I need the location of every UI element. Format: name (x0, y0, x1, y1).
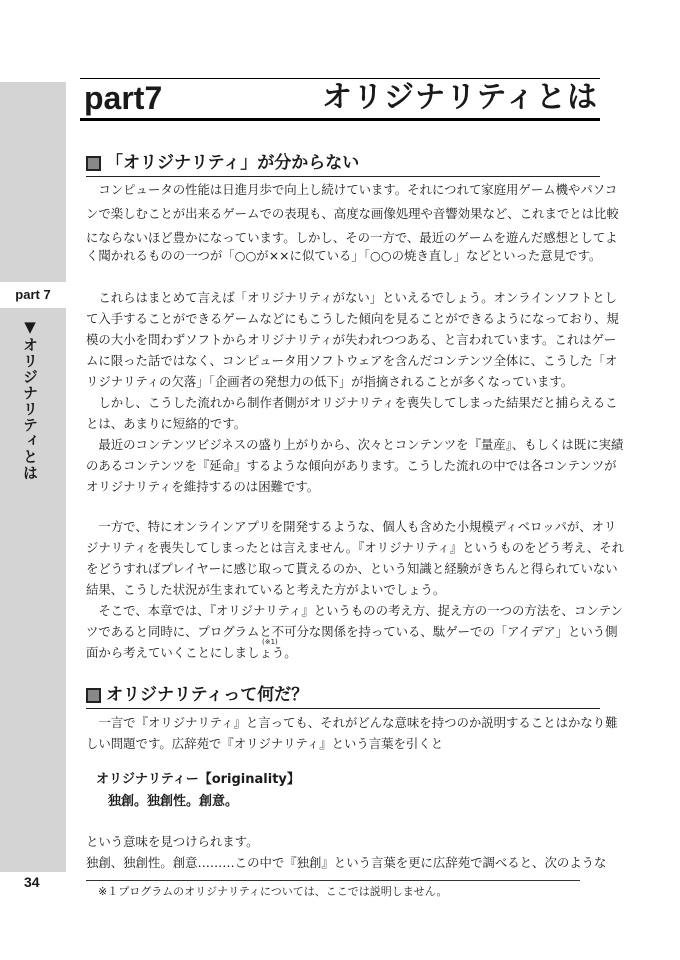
footnote: ※１プログラムのオリジナリティについては、ここでは説明しません。 (98, 885, 448, 898)
sidebar-part-label: part 7 (0, 282, 66, 308)
body-line: ンで楽しむことが出来るゲームでの表現も、高度な画像処理や音響効果など、これまでとは比較 (86, 206, 619, 221)
body-line: 面から考えていくことにしましょう。 (86, 645, 297, 660)
body-line: これらはまとめて言えば「オリジナリティがない」といえるでしょう。オンラインソフトとし (86, 290, 618, 305)
body-line: 模の大小を問わずソフトからオリジナリティが失われつつある、と言われています。これはゲー (86, 332, 617, 347)
section-heading-text: 「オリジナリティ」が分からない (106, 153, 360, 173)
body-line: 独創、独創性。創意………この中で『独創』という言葉を更に広辞苑で調べると、次のような (86, 855, 607, 870)
body-line: て入手することができるゲームなどにもこうした傾向を見ることができるようになっており、規 (86, 311, 619, 326)
body-line: しかし、こうした流れから制作者側がオリジナリティを喪失してしまった結果だと捕らえるこ (86, 395, 618, 410)
footnote-rule (86, 880, 580, 881)
square-bullet-icon (86, 156, 101, 171)
body-line: 結果、こうした状況が生まれていると考えた方がよいでしょう。 (86, 582, 446, 597)
section-heading (86, 152, 600, 177)
definition-term: オリジナリティー【originality】 (96, 772, 300, 787)
body-line: しい問題です。広辞苑で『オリジナリティ』という言葉を引くと (86, 736, 444, 751)
body-line: 一方で、特にオンラインアプリを開発するような、個人も含めた小規模ディベロッパが、オリ (86, 519, 617, 534)
body-line: ムに限った話ではなく、コンピュータ用ソフトウェアを含んだコンテンツ全体に、こうした「オ (86, 353, 618, 368)
body-line: のあるコンテンツを『延命』するような傾向があります。こうした流れの中では各コンテンツが (86, 458, 617, 473)
body-line: にならないほど豊かになっています。しかし、その一方で、最近のゲームを遊んだ感想としてよ (86, 230, 618, 245)
body-line: く聞かれるものの一つが「○○が××に似ている」「○○の焼き直し」などといった意見です。 (86, 248, 602, 263)
body-line: そこで、本章では、『オリジナリティ』というものの考え方、捉え方の一つの方法を、コンテン (86, 603, 623, 618)
body-line: という意味を見つけられます。 (86, 834, 259, 849)
definition-body: 独創。独創性。創意。 (108, 794, 239, 809)
footnote-marker: (※1) (262, 638, 278, 646)
header-rule-bottom (80, 118, 600, 121)
square-bullet-icon (86, 688, 101, 703)
body-line: をどうすればプレイヤーに感じ取って貰えるのか、という知識と経験がきちんと得られていない (86, 561, 618, 576)
body-line: 最近のコンテンツビジネスの盛り上がりから、次々とコンテンツを『量産』、もしくは既に実績 (86, 437, 624, 452)
body-line: とは、あまりに短絡的です。 (86, 416, 247, 431)
sidebar-chapter-title: ▼オリジナリティとは (21, 318, 39, 481)
section-heading (86, 684, 600, 709)
chapter-title: オリジナリティとは (322, 80, 598, 115)
body-line: コンピュータの性能は日進月歩で向上し続けています。それにつれて家庭用ゲーム機やパソコ (86, 182, 618, 197)
body-line: ジナリティを喪失してしまったとは言えません。『オリジナリティ』というものをどう考え、それ (86, 540, 624, 555)
body-line: オリジナリティを維持するのは困難です。 (86, 479, 320, 494)
body-line: 一言で『オリジナリティ』と言っても、それがどんな意味を持つのか説明することはかなり難 (86, 715, 618, 730)
body-line: ツであると同時に、プログラムと不可分な関係を持っている、駄ゲーでの「アイデア」という側 (86, 624, 618, 639)
chapter-label: part7 (84, 80, 163, 116)
section-heading-text: オリジナリティって何だ？ (106, 685, 309, 705)
body-line: リジナリティの欠落」「企画者の発想力の低下」が指摘されることが多くなっています。 (86, 374, 574, 389)
page-number: 34 (24, 874, 40, 890)
